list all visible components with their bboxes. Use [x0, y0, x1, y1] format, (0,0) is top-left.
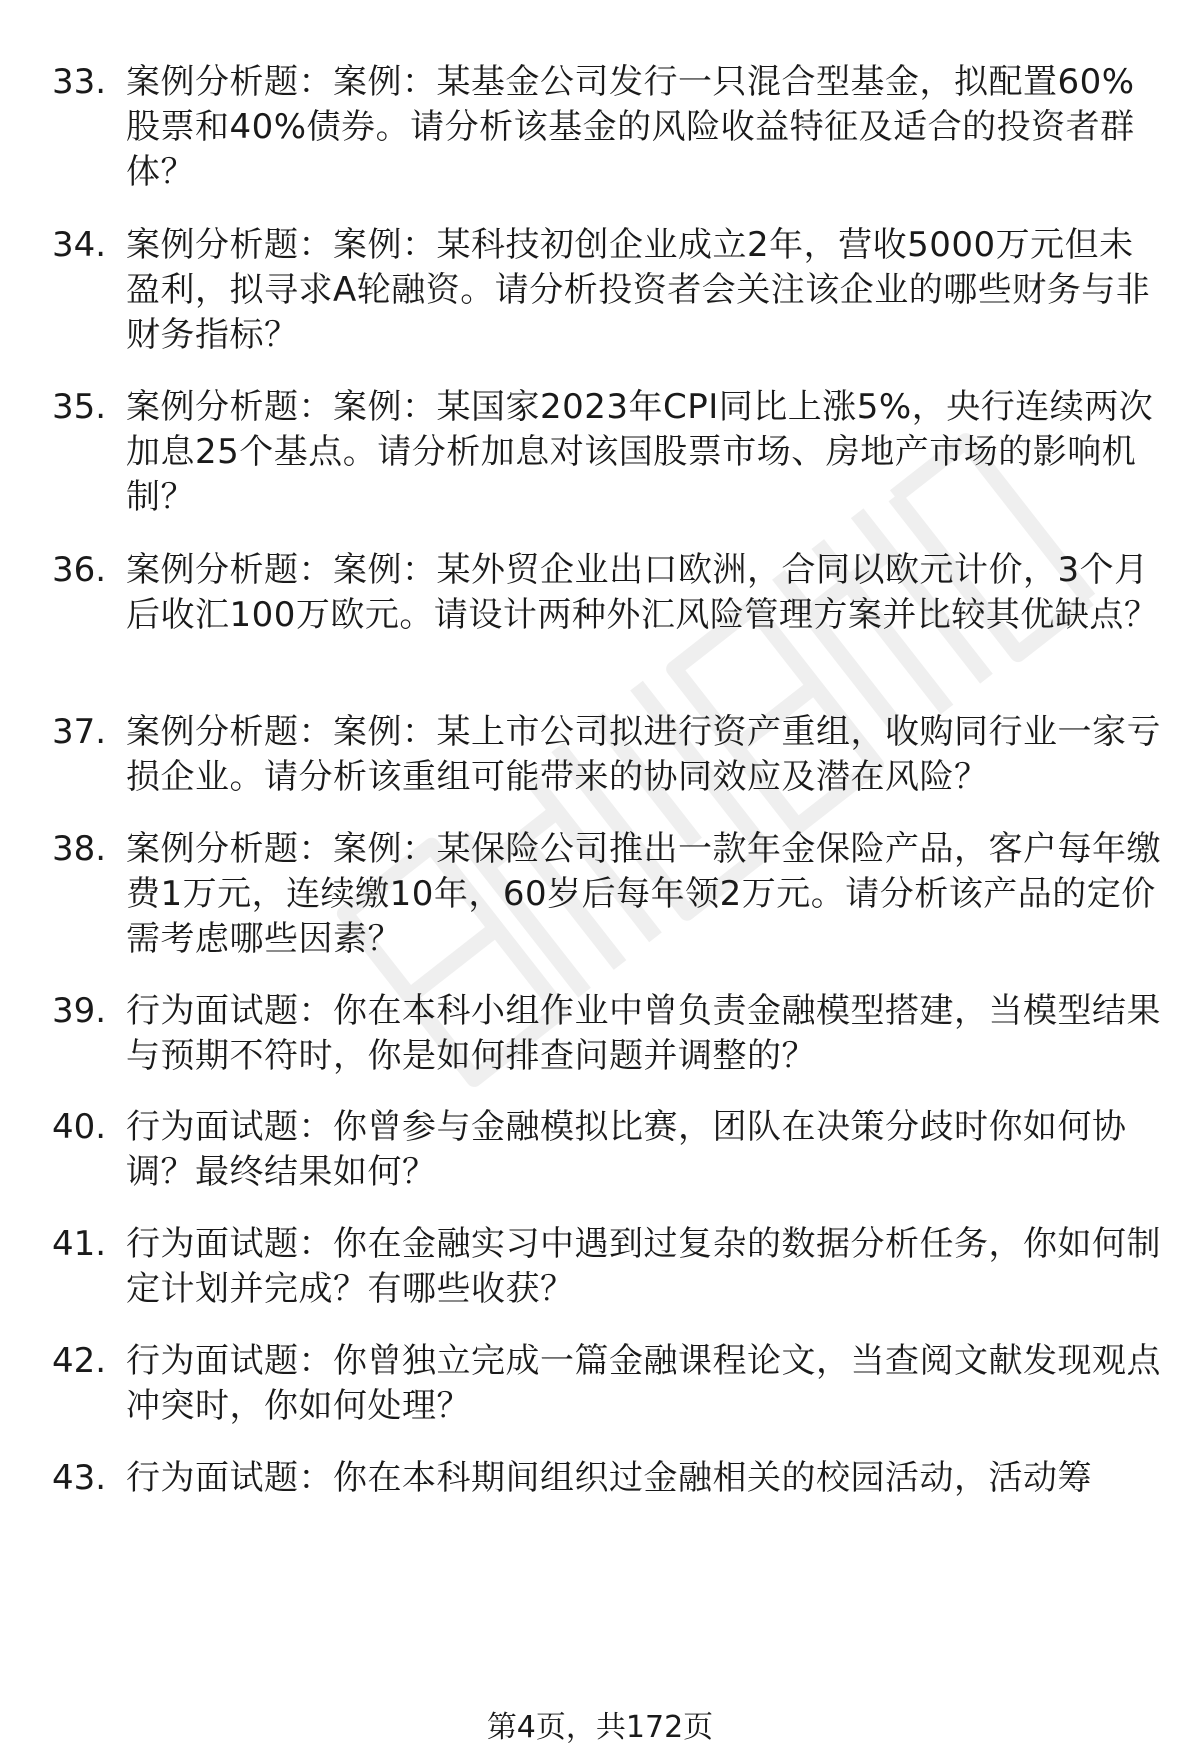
- question-number: 39.: [52, 991, 107, 1031]
- question-number: 33.: [52, 62, 107, 102]
- question-number: 36.: [52, 550, 107, 590]
- question-number: 42.: [52, 1341, 107, 1381]
- question-number: 41.: [52, 1224, 107, 1264]
- question-number: 37.: [52, 712, 107, 752]
- question-text: 案例分析题：案例：某科技初创企业成立2年，营收5000万元但未盈利，拟寻求A轮融资。请分析投资者会关注该企业的哪些财务与非财务指标？: [126, 225, 1151, 355]
- question-text: 行为面试题：你在本科小组作业中曾负责金融模型搭建，当模型结果与预期不符时，你是如何排查问题并调整的？: [126, 991, 1161, 1076]
- question-number: 43.: [52, 1458, 107, 1498]
- question-text: 案例分析题：案例：某国家2023年CPI同比上涨5%，央行连续两次加息25个基点。请分析加息对该国股票市场、房地产市场的影响机制？: [126, 387, 1154, 517]
- question-text: 行为面试题：你在本科期间组织过金融相关的校园活动，活动筹: [126, 1458, 1092, 1498]
- question-text: 行为面试题：你在金融实习中遇到过复杂的数据分析任务，你如何制定计划并完成？有哪些收获？: [126, 1224, 1161, 1309]
- page-footer: 第4页，共172页: [486, 1710, 714, 1745]
- question-number: 40.: [52, 1107, 107, 1147]
- question-text: 案例分析题：案例：某上市公司拟进行资产重组，收购同行业一家亏损企业。请分析该重组可能带来的协同效应及潜在风险？: [126, 712, 1161, 797]
- question-number: 38.: [52, 829, 107, 869]
- question-text: 案例分析题：案例：某基金公司发行一只混合型基金，拟配置60%股票和40%债券。请分析该基金的风险收益特征及适合的投资者群体？: [126, 62, 1135, 192]
- question-number: 34.: [52, 225, 107, 265]
- question-text: 案例分析题：案例：某外贸企业出口欧洲，合同以欧元计价，3个月后收汇100万欧元。请设计两种外汇风险管理方案并比较其优缺点？: [126, 550, 1159, 635]
- question-number: 35.: [52, 387, 107, 427]
- question-text: 行为面试题：你曾独立完成一篇金融课程论文，当查阅文献发现观点冲突时，你如何处理？: [126, 1341, 1161, 1426]
- question-text: 行为面试题：你曾参与金融模拟比赛，团队在决策分歧时你如何协调？最终结果如何？: [126, 1107, 1127, 1192]
- question-text: 案例分析题：案例：某保险公司推出一款年金保险产品，客户每年缴费1万元，连续缴10年，60岁后每年领2万元。请分析该产品的定价需考虑哪些因素？: [126, 829, 1161, 959]
